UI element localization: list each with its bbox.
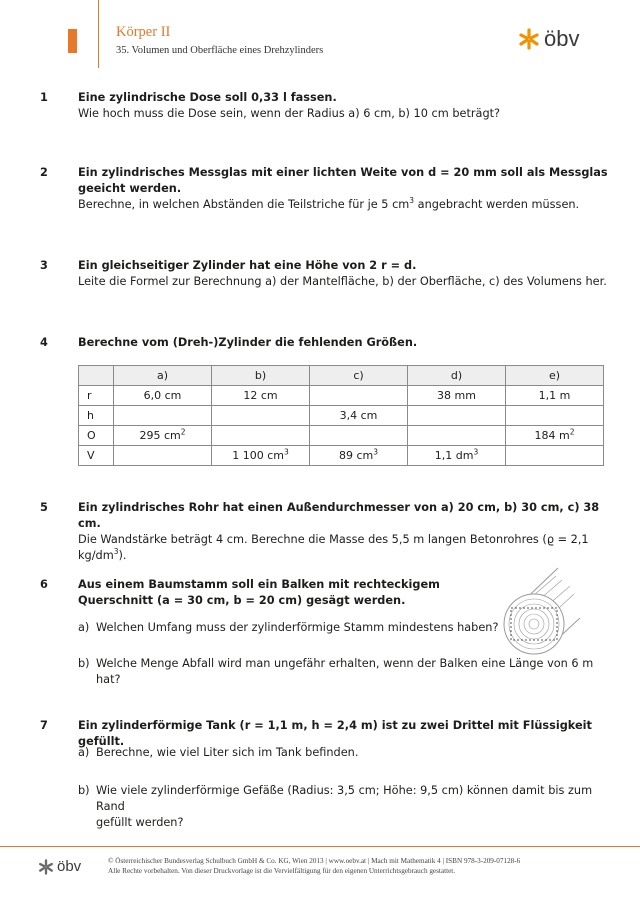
log-cross-section-illustration [496, 560, 580, 656]
footer-line1: © Österreichischer Bundesverlag Schulbuch GmbH & Co. KG, Wien 2013 | www.oebv.at | Mach mit Mathematik 4 | ISBN 978-3-209-07128-6 [108, 857, 521, 865]
subtask-label: b) [78, 784, 90, 797]
question-part: ). [118, 549, 127, 562]
cell-value: 1,1 m [538, 389, 571, 402]
footer-logo [38, 858, 81, 875]
superscript: 3 [283, 447, 289, 457]
table-row [79, 406, 604, 426]
subtask-text: Welchen Umfang muss der zylinderförmige Stamm mindestens haben? [96, 621, 499, 634]
task-number: 1 [40, 91, 48, 104]
task-number: 6 [40, 578, 48, 591]
cell-value: 89 cm [338, 449, 374, 462]
table-cell [506, 446, 604, 466]
subtask-text: Welche Menge Abfall wird man ungefähr erhalten, wenn der Balken eine Länge von 6 m hat? [96, 657, 594, 686]
page-subtitle: 35. Volumen und Oberfläche eines Drehzylinders [116, 45, 324, 56]
table-header-cell: b) [212, 366, 310, 386]
page-title: Körper II [116, 24, 171, 40]
cylinder-values-table [78, 365, 604, 466]
task-statement: Ein zylindrisches Rohr hat einen Außendurchmesser von a) 20 cm, b) 30 cm, c) 38 cm. [78, 501, 600, 530]
task-statement-line1: Aus einem Baumstamm soll ein Balken mit rechteckigem [78, 578, 440, 591]
table-cell [212, 446, 310, 466]
superscript: 3 [373, 447, 379, 457]
question-part: Die Wandstärke beträgt 4 cm. Berechne die Masse des 5,5 m langen Betonrohres (ϱ = 2,1 kg/dm [78, 533, 589, 562]
superscript: 3 [113, 547, 119, 557]
footer-copyright [108, 856, 520, 876]
task-number: 4 [40, 336, 48, 349]
table-cell [310, 406, 408, 426]
asterisk-logo-icon [518, 28, 540, 50]
table-cell [212, 406, 310, 426]
header-divider [98, 0, 99, 68]
question-part: Berechne, in welchen Abständen die Teilstriche für je 5 cm [78, 198, 410, 211]
footer-line2: Alle Rechte vorbehalten. Von dieser Druckvorlage ist die Vervielfältigung für den eigenen Unterrichtsgebrauch gestattet. [108, 867, 456, 875]
logo-wordmark: öbv [544, 26, 580, 51]
table-header-cell: d) [408, 366, 506, 386]
cell-value: 295 cm [139, 429, 181, 442]
table-cell [408, 426, 506, 446]
table-cell [408, 406, 506, 426]
cell-value: 1 100 cm [232, 449, 284, 462]
table-cell [310, 426, 408, 446]
table-cell [408, 446, 506, 466]
table-cell [310, 446, 408, 466]
row-label: O [79, 426, 114, 446]
logo-wordmark: öbv [57, 858, 82, 875]
table-cell [408, 386, 506, 406]
task-statement-line2: Querschnitt (a = 30 cm, b = 20 cm) gesägt werden. [78, 594, 406, 607]
superscript: 2 [569, 427, 575, 437]
table-cell [114, 426, 212, 446]
task-number: 2 [40, 166, 48, 179]
cell-value: 38 mm [437, 389, 476, 402]
superscript: 2 [180, 427, 186, 437]
table-header-cell: c) [310, 366, 408, 386]
question-part: angebracht werden müssen. [414, 198, 580, 211]
cell-value: 1,1 dm [434, 449, 474, 462]
table-cell [212, 386, 310, 406]
task-statement: Ein zylinderförmige Tank (r = 1,1 m, h = 2,4 m) ist zu zwei Drittel mit Flüssigkeit gefüllt. [78, 719, 592, 748]
table-row [79, 386, 604, 406]
table-cell [212, 426, 310, 446]
table-header-cell: e) [506, 366, 604, 386]
table-header-cell: a) [114, 366, 212, 386]
cell-value: 184 m [534, 429, 570, 442]
footer-divider [0, 846, 640, 847]
task-question: Wie hoch muss die Dose sein, wenn der Radius a) 6 cm, b) 10 cm beträgt? [78, 107, 501, 120]
subtask-text-line1: Wie viele zylinderförmige Gefäße (Radius: 3,5 cm; Höhe: 9,5 cm) können damit bis zum Rand [96, 784, 593, 813]
table-cell [506, 426, 604, 446]
publisher-logo [518, 26, 579, 52]
table-cell [506, 386, 604, 406]
task-number: 5 [40, 501, 48, 514]
subtask-label: a) [78, 746, 90, 759]
table-corner-cell [79, 366, 114, 386]
table-cell [114, 446, 212, 466]
row-label: h [79, 406, 114, 426]
header-accent-bar [68, 29, 77, 53]
row-label: r [79, 386, 114, 406]
cell-value: 12 cm [243, 389, 278, 402]
subtask-text-line2: gefüllt werden? [96, 816, 184, 829]
table-cell [114, 386, 212, 406]
asterisk-logo-icon [38, 859, 54, 875]
table-cell [506, 406, 604, 426]
task-statement: Eine zylindrische Dose soll 0,33 l fassen. [78, 91, 337, 104]
cell-value: 6,0 cm [143, 389, 182, 402]
task-number: 3 [40, 259, 48, 272]
task-question [78, 197, 610, 213]
table-cell [114, 406, 212, 426]
table-cell [310, 386, 408, 406]
superscript: 3 [473, 447, 479, 457]
task-number: 7 [40, 719, 48, 732]
task-statement: Ein gleichseitiger Zylinder hat eine Höhe von 2 r = d. [78, 259, 417, 272]
table-row [79, 446, 604, 466]
task-statement-line1: Ein zylindrisches Messglas mit einer lichten Weite von d = 20 mm soll als Messglas [78, 166, 608, 179]
task-statement: Berechne vom (Dreh-)Zylinder die fehlenden Größen. [78, 336, 418, 349]
task-statement-line2: geeicht werden. [78, 182, 182, 195]
subtask-label: b) [78, 657, 90, 670]
table-row [79, 426, 604, 446]
table-header-row [79, 366, 604, 386]
subtask-label: a) [78, 621, 90, 634]
superscript: 3 [409, 196, 415, 206]
row-label: V [79, 446, 114, 466]
subtask-text [96, 783, 616, 831]
subtask-text: Berechne, wie viel Liter sich im Tank befinden. [96, 746, 359, 759]
cell-value: 3,4 cm [339, 409, 378, 422]
task-question: Leite die Formel zur Berechnung a) der Mantelfläche, b) der Oberfläche, c) des Volumens her. [78, 275, 607, 288]
